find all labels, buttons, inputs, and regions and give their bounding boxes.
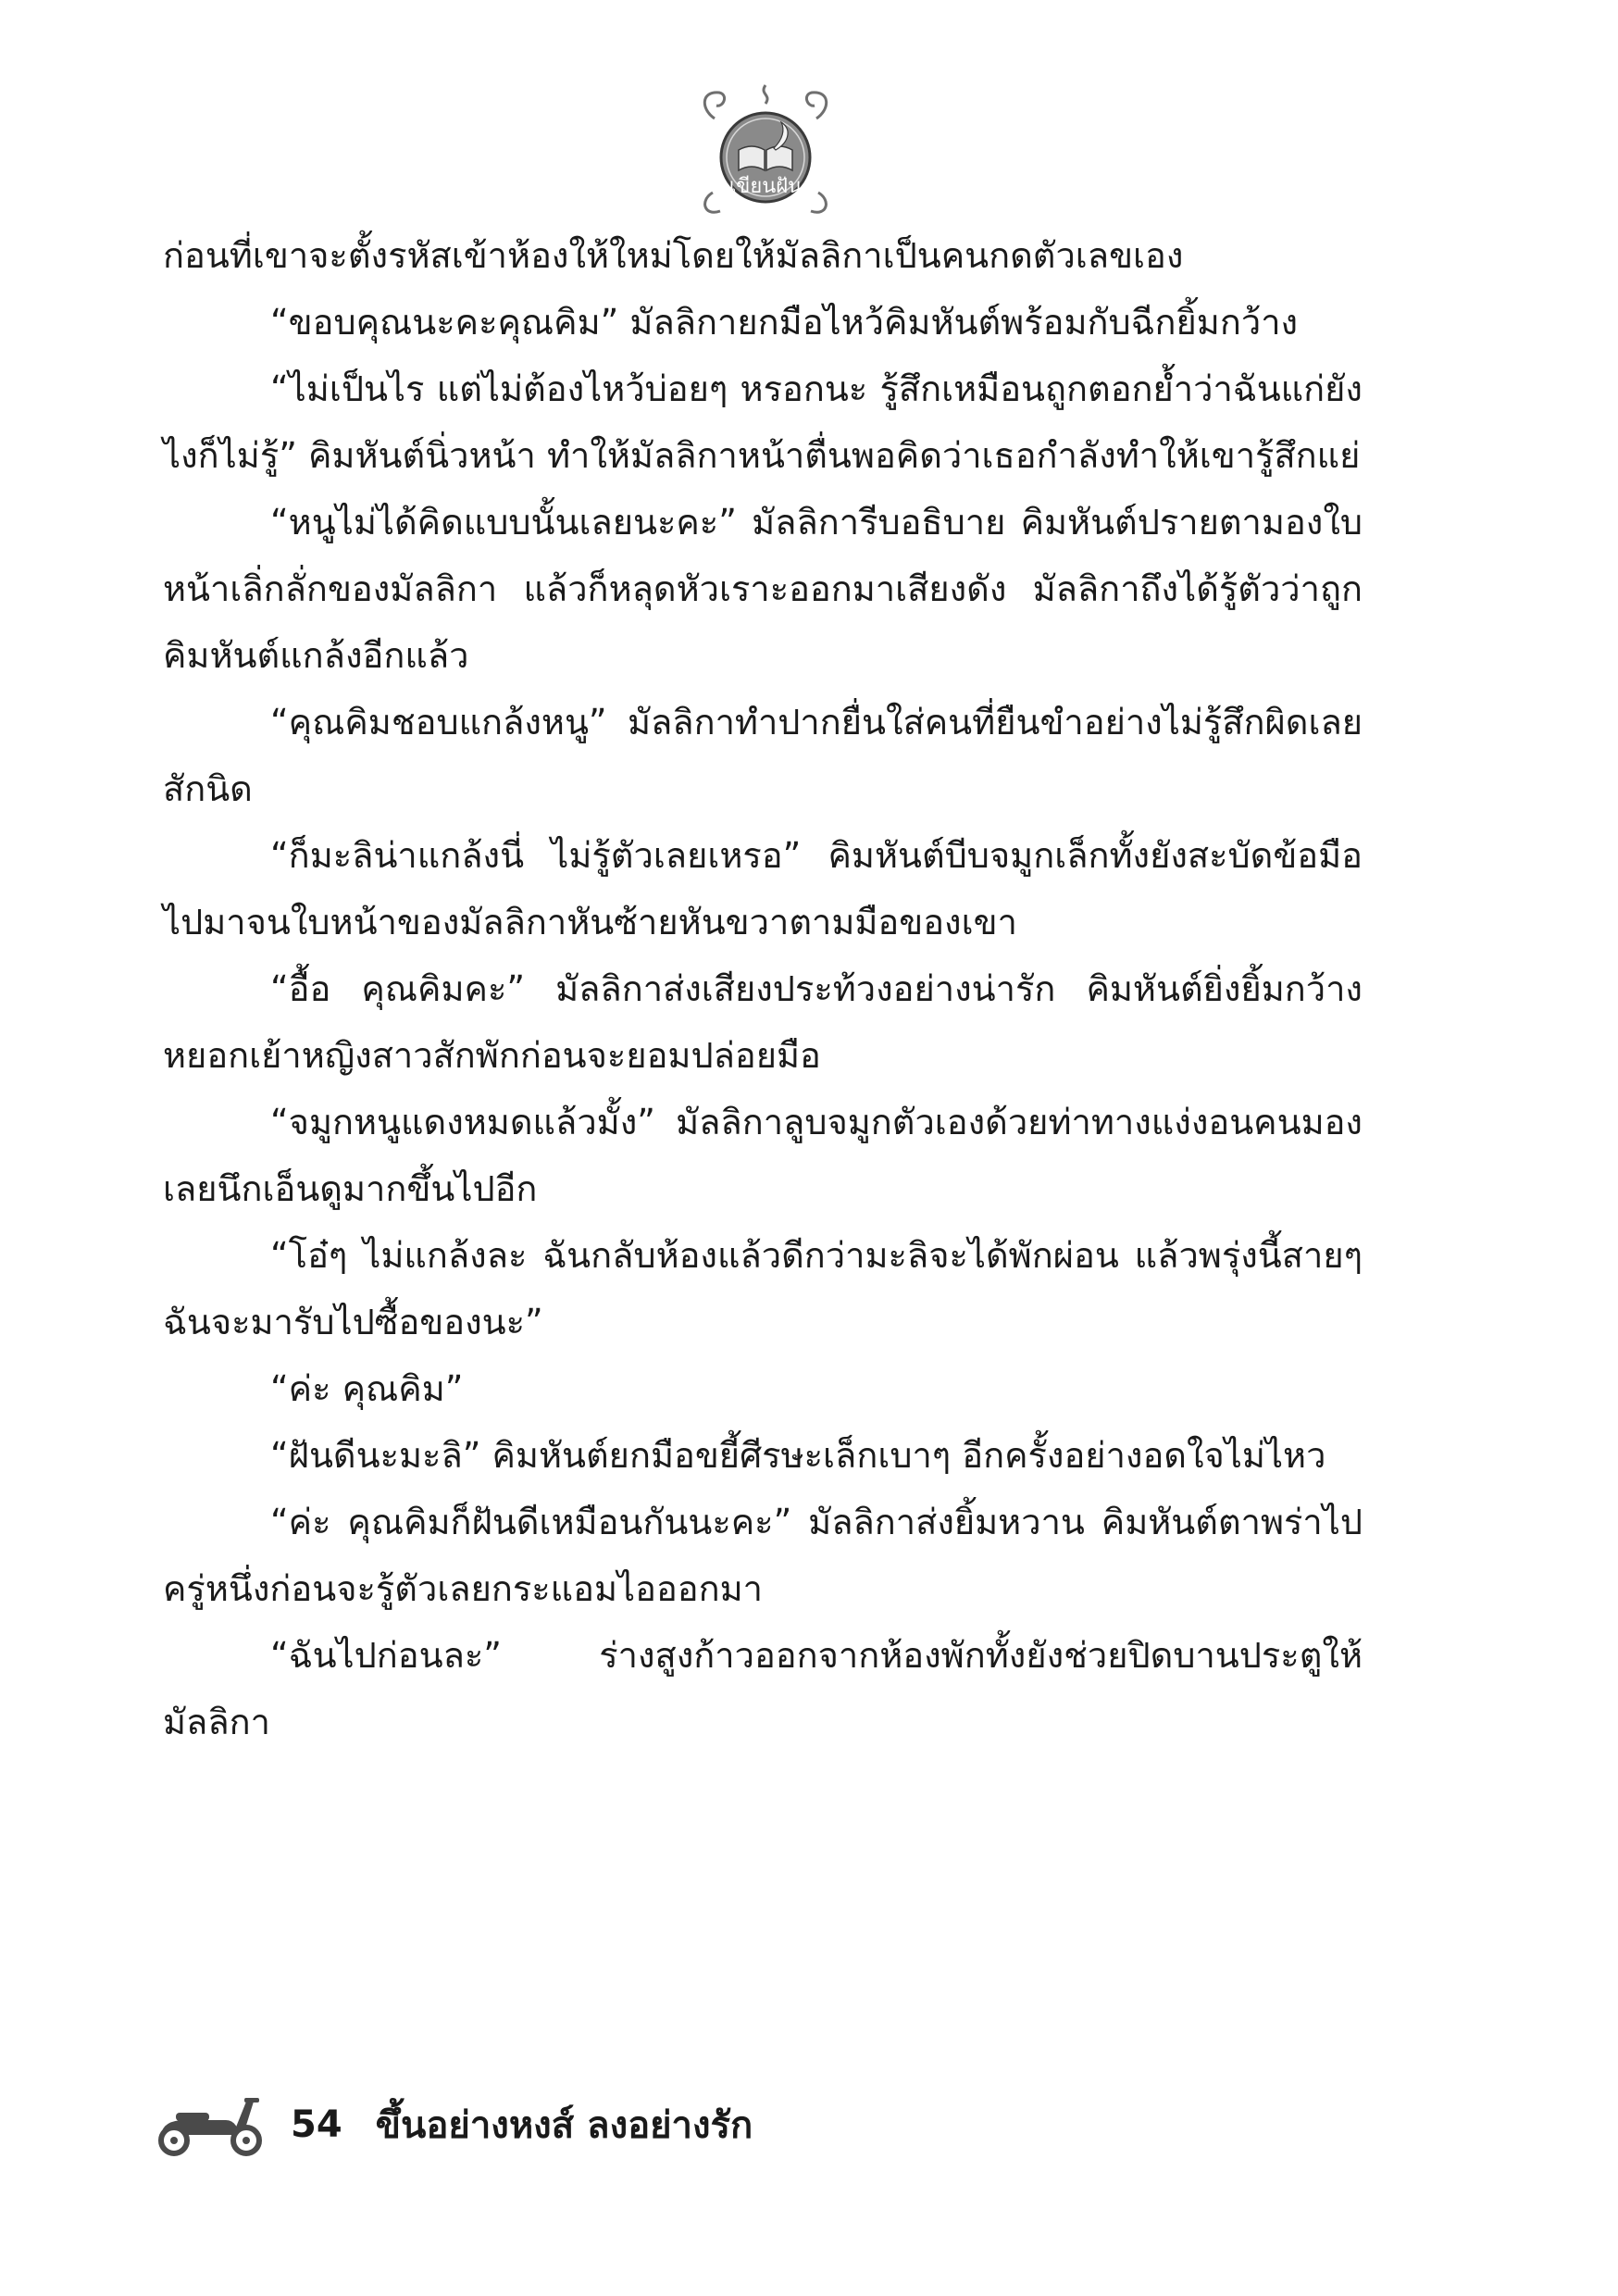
paragraph: “คุณคิมชอบแกล้งหนู” มัลลิกาทำปากยื่นใส่คนที่ยืนขำอย่างไม่รู้สึกผิดเลยสักนิด (163, 702, 1363, 809)
paragraph: ก่อนที่เขาจะตั้งรหัสเข้าห้องให้ใหม่โดยให้มัลลิกาเป็นคนกดตัวเลขเอง (163, 235, 1184, 276)
paragraph: “ขอบคุณนะคะคุณคิม” มัลลิกายกมือไหว้คิมหันต์พร้อมกับฉีกยิ้มกว้าง (270, 302, 1299, 343)
book-quill-emblem-icon (696, 81, 835, 220)
body-text (163, 222, 1363, 1755)
paragraph: “ค่ะ คุณคิมก็ฝันดีเหมือนกันนะคะ” มัลลิกาส่งยิ้มหวาน คิมหันต์ตาพร่าไปครู่หนึ่งก่อนจะรู้ตัวเลยกระแอมไอออกมา (163, 1502, 1363, 1609)
paragraph: “ค่ะ คุณคิม” (270, 1368, 464, 1409)
paragraph: “หนูไม่ได้คิดแบบนั้นเลยนะคะ” มัลลิการีบอธิบาย คิมหันต์ปรายตามองใบหน้าเลิ่กลั่กของมัลลิกา แล้วก็หลุดหัวเราะออกมาเสียงดัง มัลลิกาถึงได้รู้ตัวว่าถูกคิมหันต์แกล้งอีกแล้ว (163, 502, 1363, 676)
scooter-icon (148, 2092, 268, 2157)
paragraph: “ฝันดีนะมะลิ” คิมหันต์ยกมือขยี้ศีรษะเล็กเบาๆ อีกครั้งอย่างอดใจไม่ไหว (270, 1435, 1326, 1476)
paragraph: “ก็มะลิน่าแกล้งนี่ ไม่รู้ตัวเลยเหรอ” คิมหันต์บีบจมูกเล็กทั้งยังสะบัดข้อมือไปมาจนใบหน้าของมัลลิกาหันซ้ายหันขวาตามมือของเขา (163, 835, 1363, 942)
paragraph: “อื้อ คุณคิมคะ” มัลลิกาส่งเสียงประท้วงอย่างน่ารัก คิมหันต์ยิ่งยิ้มกว้าง หยอกเย้าหญิงสาวสักพักก่อนจะยอมปล่อยมือ (163, 968, 1363, 1076)
page-footer (148, 2088, 753, 2162)
logo-text: เขียนฝัน (728, 175, 803, 198)
paragraph: “จมูกหนูแดงหมดแล้วมั้ง” มัลลิกาลูบจมูกตัวเองด้วยท่าทางแง่งอนคนมองเลยนึกเอ็นดูมากขึ้นไปอีก (163, 1102, 1363, 1209)
page-number: 54 (291, 2103, 342, 2146)
paragraph: “ไม่เป็นไร แต่ไม่ต้องไหว้บ่อยๆ หรอกนะ รู้สึกเหมือนถูกตอกย้ำว่าฉันแก่ยังไงก็ไม่รู้” คิมหันต์นิ่วหน้า ทำให้มัลลิกาหน้าตื่นพอคิดว่าเธอกำลังทำให้เขารู้สึกแย่ (163, 368, 1363, 476)
paragraph: “ฉันไปก่อนละ” ร่างสูงก้าวออกจากห้องพักทั้งยังช่วยปิดบานประตูให้มัลลิกา (163, 1635, 1363, 1742)
publisher-logo (696, 81, 835, 220)
book-title: ขึ้นอย่างหงส์ ลงอย่างรัก (375, 2104, 753, 2147)
paragraph: “โอ๋ๆ ไม่แกล้งละ ฉันกลับห้องแล้วดีกว่ามะลิจะได้พักผ่อน แล้วพรุ่งนี้สายๆ ฉันจะมารับไปซื้อของนะ” (163, 1235, 1363, 1342)
